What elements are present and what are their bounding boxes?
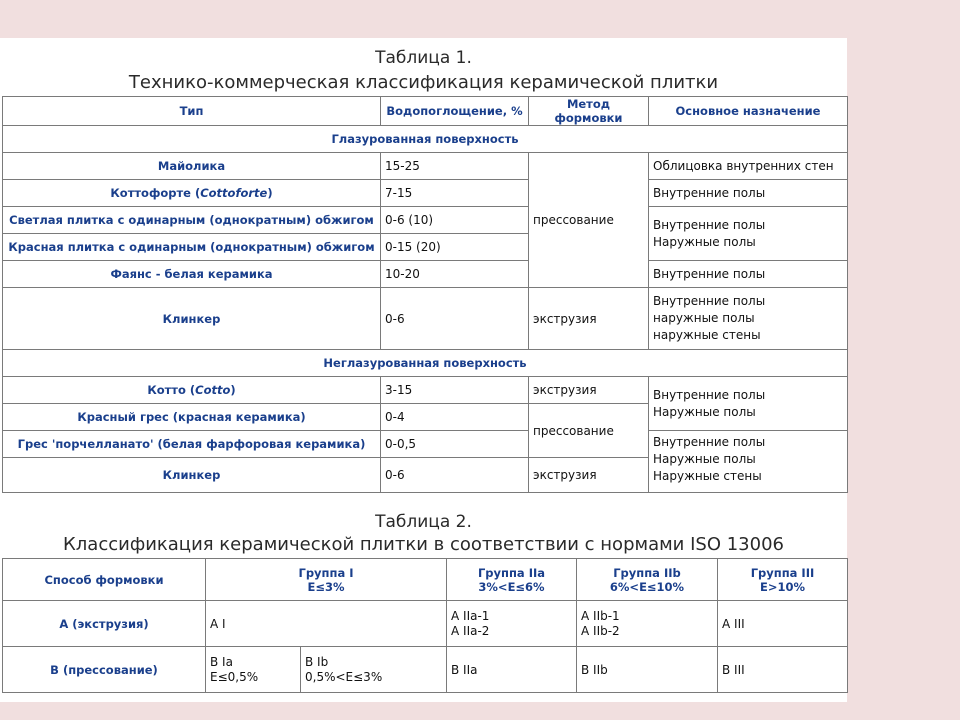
header-water: Водопоглощение, % bbox=[381, 97, 529, 126]
cell-line: A IIb-2 bbox=[581, 623, 620, 638]
table1-title: Технико-коммерческая классификация керамической плитки bbox=[128, 72, 719, 93]
use-line: Внутренние полы bbox=[653, 294, 766, 308]
row-name: Майолика bbox=[3, 153, 381, 180]
row-water: 7-15 bbox=[381, 180, 529, 207]
row-use: Облицовка внутренних стен bbox=[649, 153, 848, 180]
row-name bbox=[3, 377, 381, 404]
cell-g3: A III bbox=[718, 601, 848, 647]
header-type: Тип bbox=[3, 97, 381, 126]
table-row bbox=[3, 377, 848, 404]
group-name: Группа I bbox=[298, 565, 354, 580]
cell-line: A IIb-1 bbox=[581, 608, 620, 623]
row-name: Красный грес (красная керамика) bbox=[3, 404, 381, 431]
table-row bbox=[3, 180, 848, 207]
name-text: ) bbox=[267, 186, 273, 200]
row-name: Грес 'порчелланато' (белая фарфоровая керамика) bbox=[3, 431, 381, 458]
row-use: Внутренние полы bbox=[649, 180, 848, 207]
row-water: 0-4 bbox=[381, 404, 529, 431]
use-line: наружные полы bbox=[653, 311, 755, 325]
section-row bbox=[3, 126, 848, 153]
group-cond: 6%<E≤10% bbox=[609, 579, 685, 594]
table-row bbox=[3, 261, 848, 288]
header-group-2a bbox=[447, 559, 577, 601]
table1 bbox=[2, 96, 848, 493]
cell-g2a: B IIa bbox=[447, 647, 577, 693]
section-glazed: Глазурованная поверхность bbox=[3, 126, 848, 153]
use-line: наружные стены bbox=[653, 328, 761, 342]
table2-header-row bbox=[3, 559, 848, 601]
cell-line: A IIa-1 bbox=[451, 608, 490, 623]
name-text: Коттофорте ( bbox=[110, 186, 201, 200]
group-cond: E≤3% bbox=[307, 579, 345, 594]
row-water: 0-15 (20) bbox=[381, 234, 529, 261]
use-line: Наружные стены bbox=[653, 469, 762, 483]
table-row bbox=[3, 647, 848, 693]
table-row bbox=[3, 153, 848, 180]
row-name: Красная плитка с одинарным (однократным) обжигом bbox=[3, 234, 381, 261]
cell-g3: B III bbox=[718, 647, 848, 693]
row-water: 0-6 (10) bbox=[381, 207, 529, 234]
use-line: Наружные полы bbox=[653, 404, 756, 419]
cell-line: A IIa-2 bbox=[451, 623, 490, 638]
name-italic: Cotto bbox=[195, 383, 231, 397]
header-group-3 bbox=[718, 559, 848, 601]
row-water: 0-0,5 bbox=[381, 431, 529, 458]
table1-number: Таблица 1. bbox=[375, 48, 472, 68]
header-group-2b bbox=[577, 559, 718, 601]
cell-g2b bbox=[577, 601, 718, 647]
row-name: Клинкер bbox=[3, 288, 381, 350]
row-name: Светлая плитка с одинарным (однократным) обжигом bbox=[3, 207, 381, 234]
cell-line: 0,5%<E≤3% bbox=[305, 669, 383, 684]
cell-line: B Ib bbox=[305, 654, 329, 669]
row-method: прессование bbox=[529, 404, 649, 458]
row-use bbox=[649, 207, 848, 261]
group-name: Группа IIa bbox=[477, 565, 546, 580]
table1-header-row bbox=[3, 97, 848, 126]
header-method: Метод формовки bbox=[529, 97, 649, 126]
section-row bbox=[3, 350, 848, 377]
table2-number: Таблица 2. bbox=[375, 512, 472, 532]
cell-line: B Ia bbox=[210, 654, 233, 669]
row-water: 0-6 bbox=[381, 288, 529, 350]
document-sheet bbox=[0, 38, 847, 702]
cell-g2b: B IIb bbox=[577, 647, 718, 693]
row-water: 15-25 bbox=[381, 153, 529, 180]
section-unglazed: Неглазурованная поверхность bbox=[3, 350, 848, 377]
cell-g2a bbox=[447, 601, 577, 647]
use-line: Внутренние полы bbox=[653, 387, 766, 402]
row-method: экструзия bbox=[529, 458, 649, 493]
use-line: Внутренние полы bbox=[653, 435, 766, 449]
row-use bbox=[649, 431, 848, 493]
row-use bbox=[649, 377, 848, 431]
row-method: экструзия bbox=[529, 288, 649, 350]
row-use: Внутренние полы bbox=[649, 261, 848, 288]
header-purpose: Основное назначение bbox=[649, 97, 848, 126]
header-group-1 bbox=[206, 559, 447, 601]
cell-g1: A I bbox=[206, 601, 447, 647]
table2 bbox=[2, 558, 848, 693]
name-italic: Cottoforte bbox=[200, 186, 268, 200]
use-line: Наружные полы bbox=[653, 452, 756, 466]
header-method: Способ формовки bbox=[3, 559, 206, 601]
name-text: Котто ( bbox=[147, 383, 196, 397]
row-water: 3-15 bbox=[381, 377, 529, 404]
row-method: экструзия bbox=[529, 377, 649, 404]
cell-g1b bbox=[301, 647, 447, 693]
table2-title: Классификация керамической плитки в соответствии с нормами ISO 13006 bbox=[63, 534, 784, 555]
row-name: Фаянс - белая керамика bbox=[3, 261, 381, 288]
cell-g1a bbox=[206, 647, 301, 693]
row-use bbox=[649, 288, 848, 350]
row-method: прессование bbox=[529, 153, 649, 288]
table-row bbox=[3, 288, 848, 350]
row-name: Клинкер bbox=[3, 458, 381, 493]
name-text: ) bbox=[230, 383, 236, 397]
group-name: Группа III bbox=[750, 565, 815, 580]
table-row bbox=[3, 431, 848, 458]
use-line: Внутренние полы bbox=[653, 217, 766, 232]
group-name: Группа IIb bbox=[613, 565, 681, 580]
row-water: 0-6 bbox=[381, 458, 529, 493]
table-row bbox=[3, 207, 848, 234]
table-row bbox=[3, 601, 848, 647]
cell-line: E≤0,5% bbox=[210, 669, 259, 684]
group-cond: E>10% bbox=[759, 579, 806, 594]
row-name bbox=[3, 180, 381, 207]
group-cond: 3%<E≤6% bbox=[478, 579, 545, 594]
row-name: В (прессование) bbox=[3, 647, 206, 693]
row-water: 10-20 bbox=[381, 261, 529, 288]
use-line: Наружные полы bbox=[653, 234, 756, 249]
row-name: А (экструзия) bbox=[3, 601, 206, 647]
